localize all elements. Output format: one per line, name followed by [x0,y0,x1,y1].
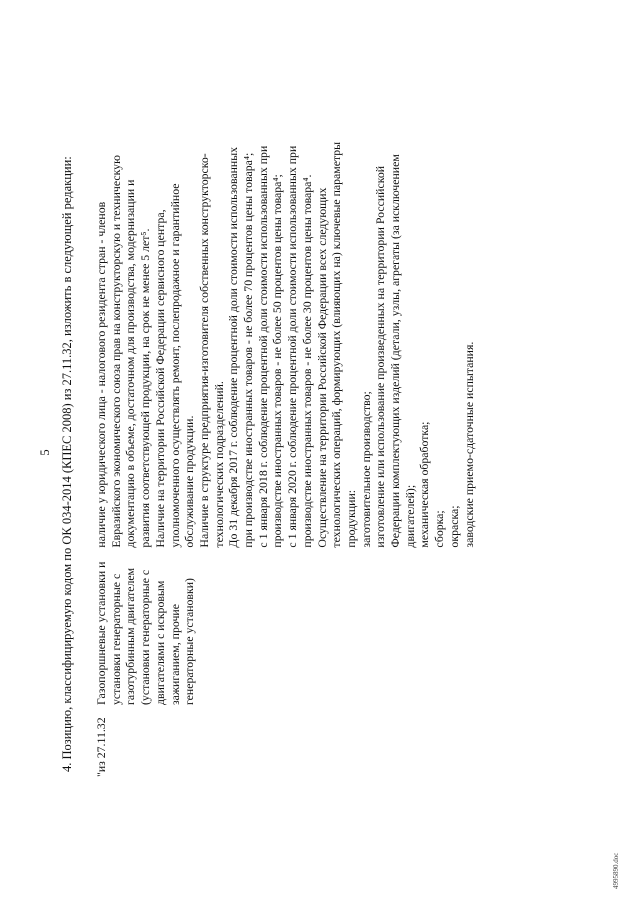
intro-paragraph: 4. Позицию, классифицируемую кодом по ОК 034-2014 (КПЕС 2008) из 27.11.32, изложить в следующей редакции: [60,156,74,772]
requirement-line: с 1 января 2018 г. соблюдение процентной доли стоимости использованных при [255,145,270,548]
requirement-line: изготовление или использование произведенных на территории Российской [373,165,388,548]
requirement-line: Федерации комплектующих изделий (детали, узлы, агрегаты (за исключением [388,154,403,548]
requirements-cell [94,17,476,554]
requirement-line: окраска; [446,505,461,548]
requirement-line: производстве иностранных товаров - не более 50 процентов цены товара⁴; [270,174,285,548]
requirement-line: документацию в объеме, достаточном для производства, модернизации и [123,179,138,548]
requirement-line: технологических подразделений. [211,381,226,548]
requirement-line: сборка; [432,510,447,548]
requirement-line: заготовительное производство; [358,391,373,548]
name-line: Газопоршневые установки и [94,561,108,705]
requirement-line: Евразийского экономического союза прав на конструкторскую и техническую [108,155,123,548]
requirement-line: развития соответствующей продукции, на срок не менее 5 лет⁵. [138,228,153,548]
requirement-line: продукции: [343,489,358,548]
name-line: двигателями с искровым [152,580,167,705]
footer-doc-code: 4995890.doc [612,852,620,889]
name-cell [94,554,476,705]
requirement-line: наличие у юридического лица - налогового резидента стран - членов [94,201,108,548]
table-row [94,17,476,777]
requirement-line: обслуживание продукции. [182,415,197,548]
page-number: 5 [38,449,52,456]
requirement-line: с 1 января 2020 г. соблюдение процентной доли стоимости использованных при [285,145,300,548]
name-line: газотурбинным двигателем [123,567,138,705]
requirement-line: при производстве иностранных товаров - не более 70 процентов цены товара⁴; [241,152,256,548]
name-line: установки генераторные с [108,573,123,705]
name-line: генераторные установки) [182,578,197,705]
name-line: (установки генераторные с [138,569,153,705]
requirement-line: механическая обработка; [417,421,432,548]
requirement-line: Осуществление на территории Российской Федерации всех следующих [314,187,329,548]
requirement-line: технологических операций, формирующих (влияющих на) ключевые параметры [329,141,344,548]
requirement-line: уполномоченного осуществлять ремонт, послепродажное и гарантийное [167,183,182,548]
requirement-line: Наличие на территории Российской Федерации сервисного центра, [152,209,167,548]
requirement-line: Наличие в структуре предприятия-изготовителя собственных конструкторско- [196,153,211,548]
requirement-line: производстве иностранных товаров - не более 30 процентов цены товара⁴. [299,174,314,548]
code-cell: "из 27.11.32 [94,717,108,777]
name-line: зажиганием, прочие [167,604,182,705]
classification-table [94,17,476,777]
requirement-line: заводские приемо-сдаточные испытания. [461,341,476,548]
requirement-line: До 31 декабря 2017 г. соблюдение процентной доли стоимости использованных [226,146,241,548]
requirement-line: двигателей); [402,484,417,548]
